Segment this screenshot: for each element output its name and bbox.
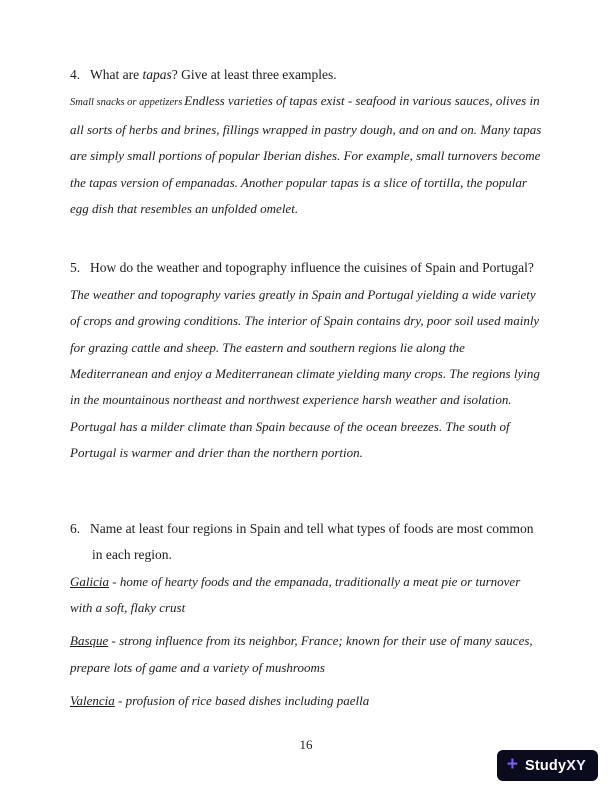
region-name-basque: Basque bbox=[70, 633, 109, 649]
region-name-galicia: Galicia bbox=[70, 573, 109, 589]
question-4-prompt-pre: What are bbox=[90, 67, 143, 82]
brand-name bbox=[525, 758, 586, 774]
page-number: 16 bbox=[299, 737, 313, 752]
question-5-prompt-text: How do the weather and topography influence the cuisines of Spain and Portugal? bbox=[90, 260, 534, 276]
question-4-prompt-term: tapas bbox=[142, 67, 172, 82]
region-description-valencia: - profusion of rice based dishes including paella bbox=[114, 693, 370, 709]
region-entry-valencia bbox=[70, 688, 543, 714]
studyxy-badge[interactable] bbox=[497, 750, 598, 781]
question-4-prompt-post: ? Give at least three examples. bbox=[171, 67, 337, 82]
question-6-number: 6. bbox=[70, 520, 81, 536]
region-description-galicia: - home of hearty foods and the empanada, traditionally a meat pie or turnover with a soft, flaky crust bbox=[70, 573, 521, 615]
question-5 bbox=[70, 255, 543, 466]
question-4-answer-text: Endless varieties of tapas exist - seafood in various sauces, olives in all sorts of herbs and brines, fillings wrapped in pastry dough, and on and on. Many tapas are simply small portions of popular Iberian dishes. For example, small turnovers become the tapas version of empanadas. Another popular tapas is a slice of tortilla, the popular egg dish that resembles an unfolded omelet. bbox=[70, 93, 542, 217]
brand-name-xy: XY bbox=[566, 757, 586, 774]
question-6-prompt bbox=[70, 516, 543, 569]
region-name-valencia: Valencia bbox=[70, 693, 115, 709]
question-5-answer-text: The weather and topography varies greatly in Spain and Portugal yielding a wide variety of crops and growing conditions. The interior of Spain contains dry, poor soil used mainly for grazing cattle and sheep. The eastern and southern regions lie along the Mediterranean and enjoy a Mediterranean climate yielding many crops. The regions lying in the mountainous northeast and northwest experience harsh weather and isolation. Portugal has a milder climate than Spain because of the ocean breezes. The south of Portugal is warmer and drier than the northern portion. bbox=[70, 286, 540, 461]
brand-name-study: Study bbox=[524, 757, 567, 774]
region-entry-basque bbox=[70, 628, 543, 681]
plus-icon: + bbox=[506, 754, 518, 775]
question-4-answer bbox=[70, 88, 543, 222]
question-4-answer-note: Small snacks or appetizers bbox=[70, 97, 183, 109]
question-4-prompt bbox=[70, 62, 543, 88]
region-entry-galicia bbox=[70, 569, 543, 622]
question-5-prompt bbox=[70, 255, 543, 281]
question-6-answers bbox=[70, 569, 543, 715]
question-6-prompt-text: Name at least four regions in Spain and tell what types of foods are most common in each region. bbox=[90, 520, 534, 563]
page-content bbox=[70, 62, 543, 715]
question-4 bbox=[70, 62, 543, 222]
region-description-basque: - strong influence from its neighbor, France; known for their use of many sauces, prepare lots of game and a variety of mushrooms bbox=[70, 633, 533, 675]
question-5-number: 5. bbox=[70, 260, 81, 276]
question-5-answer bbox=[70, 282, 543, 467]
question-6 bbox=[70, 516, 543, 715]
question-4-number: 4. bbox=[70, 67, 81, 82]
